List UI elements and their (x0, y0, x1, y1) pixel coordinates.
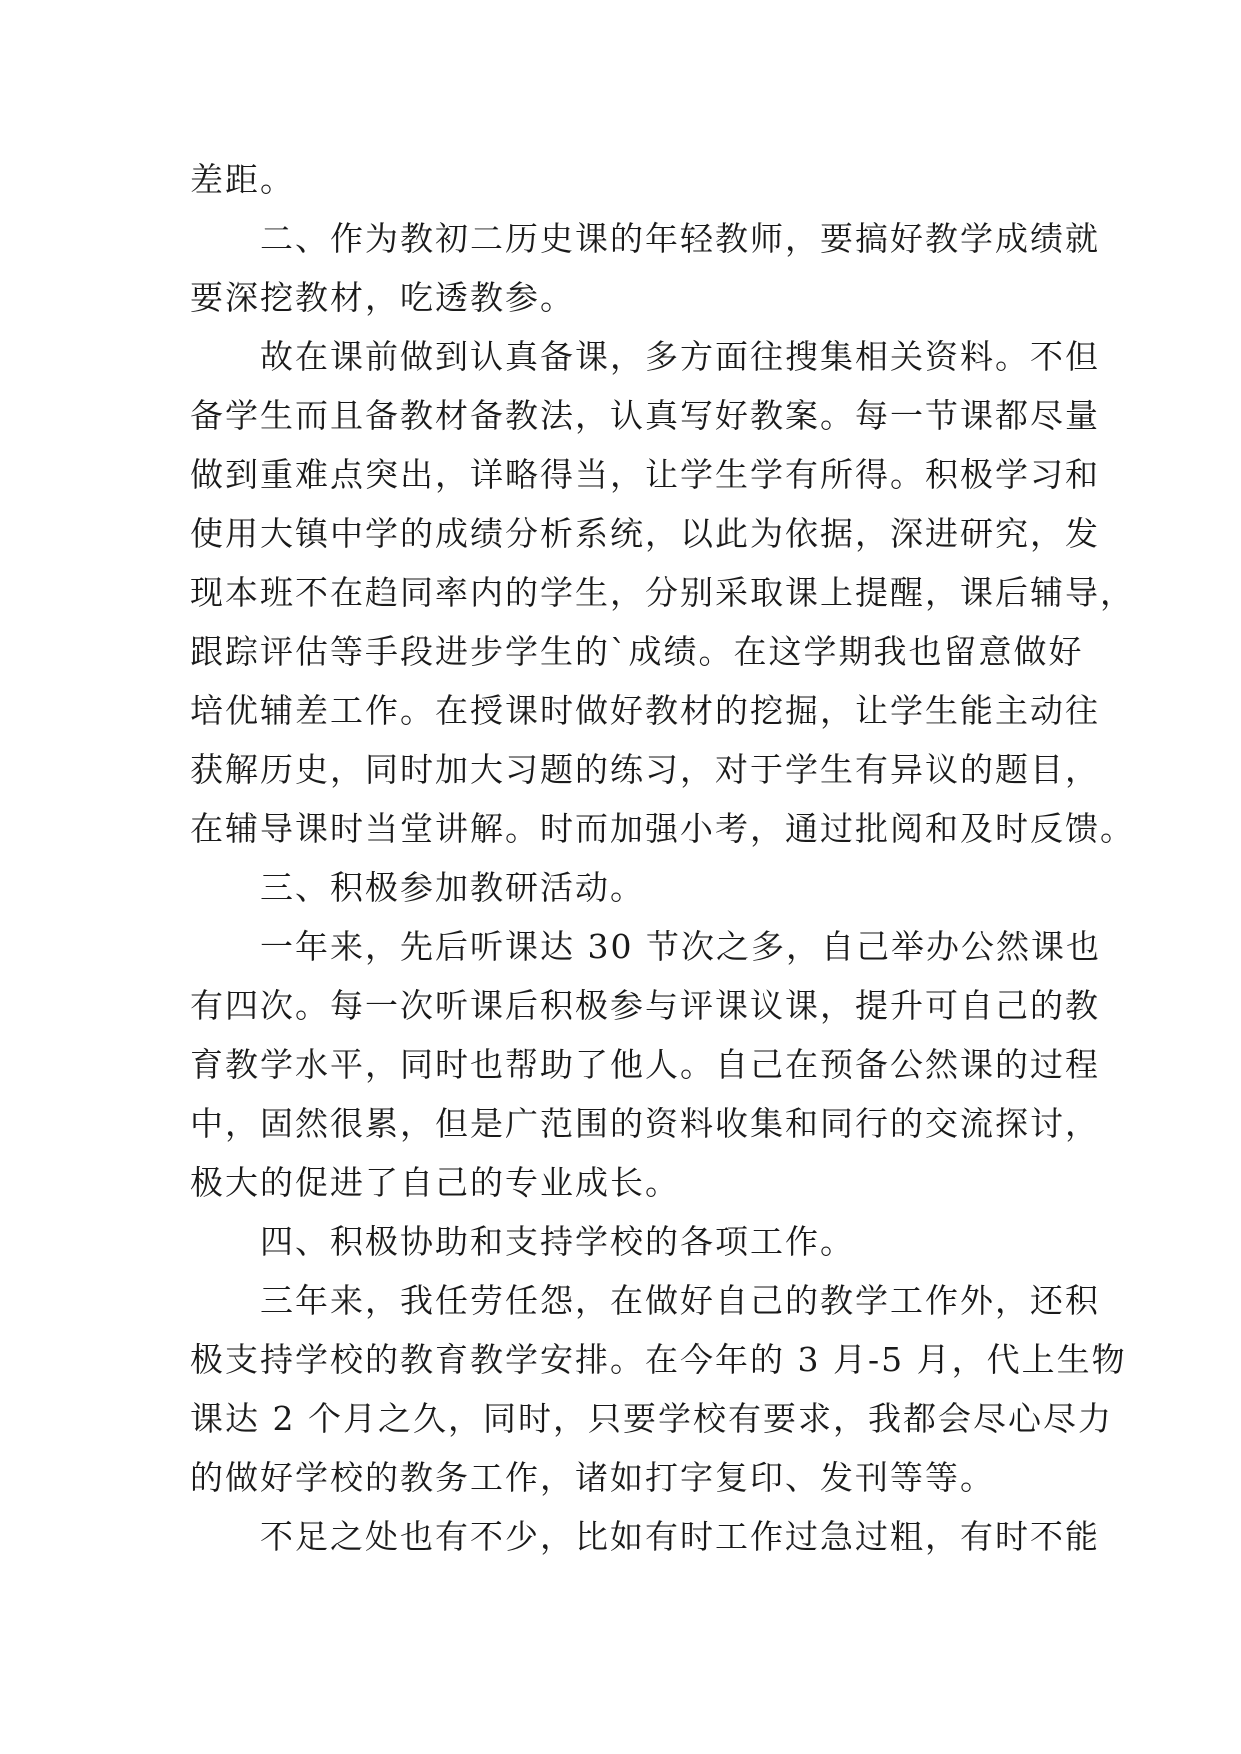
text-line: 极支持学校的教育教学安排。在今年的 3 月-5 月，代上生物 (190, 1340, 1127, 1379)
paragraph (190, 858, 1060, 917)
text-line: 要深挖教材，吃透教参。 (190, 278, 575, 317)
section-heading-3: 三、积极参加教研活动。 (260, 868, 645, 907)
paragraph (190, 209, 1100, 327)
text-line: 培优辅差工作。在授课时做好教材的挖掘，让学生能主动往 (190, 691, 1100, 730)
text-line: 课达 2 个月之久，同时，只要学校有要求，我都会尽心尽力 (190, 1399, 1113, 1438)
text-line: 备学生而且备教材备教法，认真写好教案。每一节课都尽量 (190, 396, 1100, 435)
text-line: 获解历史，同时加大习题的练习，对于学生有异议的题目， (190, 750, 1100, 789)
section-heading-4: 四、积极协助和支持学校的各项工作。 (260, 1222, 855, 1261)
text-line: 跟踪评估等手段进步学生的`成绩。在这学期我也留意做好 (190, 632, 1084, 671)
paragraph (190, 150, 1060, 209)
document-body (190, 150, 1135, 1566)
text-line: 一年来，先后听课达 30 节次之多，自己举办公然课也 (260, 927, 1101, 966)
text-line: 三年来，我任劳任怨，在做好自己的教学工作外，还积 (260, 1281, 1100, 1320)
paragraph (190, 1212, 1060, 1271)
paragraph (190, 1507, 1100, 1566)
text-line: 差距。 (190, 160, 295, 199)
text-line: 不足之处也有不少，比如有时工作过急过粗，有时不能 (260, 1517, 1100, 1556)
text-line: 二、作为教初二历史课的年轻教师，要搞好教学成绩就 (260, 219, 1100, 258)
text-line: 现本班不在趋同率内的学生，分别采取课上提醒，课后辅导， (190, 573, 1135, 612)
text-line: 故在课前做到认真备课，多方面往搜集相关资料。不但 (260, 337, 1100, 376)
paragraph (190, 917, 1101, 1212)
text-line: 育教学水平，同时也帮助了他人。自己在预备公然课的过程 (190, 1045, 1100, 1084)
text-line: 有四次。每一次听课后积极参与评课议课，提升可自己的教 (190, 986, 1100, 1025)
paragraph (190, 327, 1135, 858)
text-line: 在辅导课时当堂讲解。时而加强小考，通过批阅和及时反馈。 (190, 809, 1135, 848)
text-line: 中，固然很累，但是广范围的资料收集和同行的交流探讨， (190, 1104, 1100, 1143)
text-line: 的做好学校的教务工作，诸如打字复印、发刊等等。 (190, 1458, 995, 1497)
paragraph (190, 1271, 1127, 1507)
text-line: 极大的促进了自己的专业成长。 (190, 1163, 680, 1202)
text-line: 使用大镇中学的成绩分析系统，以此为依据，深进研究，发 (190, 514, 1100, 553)
text-line: 做到重难点突出，详略得当，让学生学有所得。积极学习和 (190, 455, 1100, 494)
